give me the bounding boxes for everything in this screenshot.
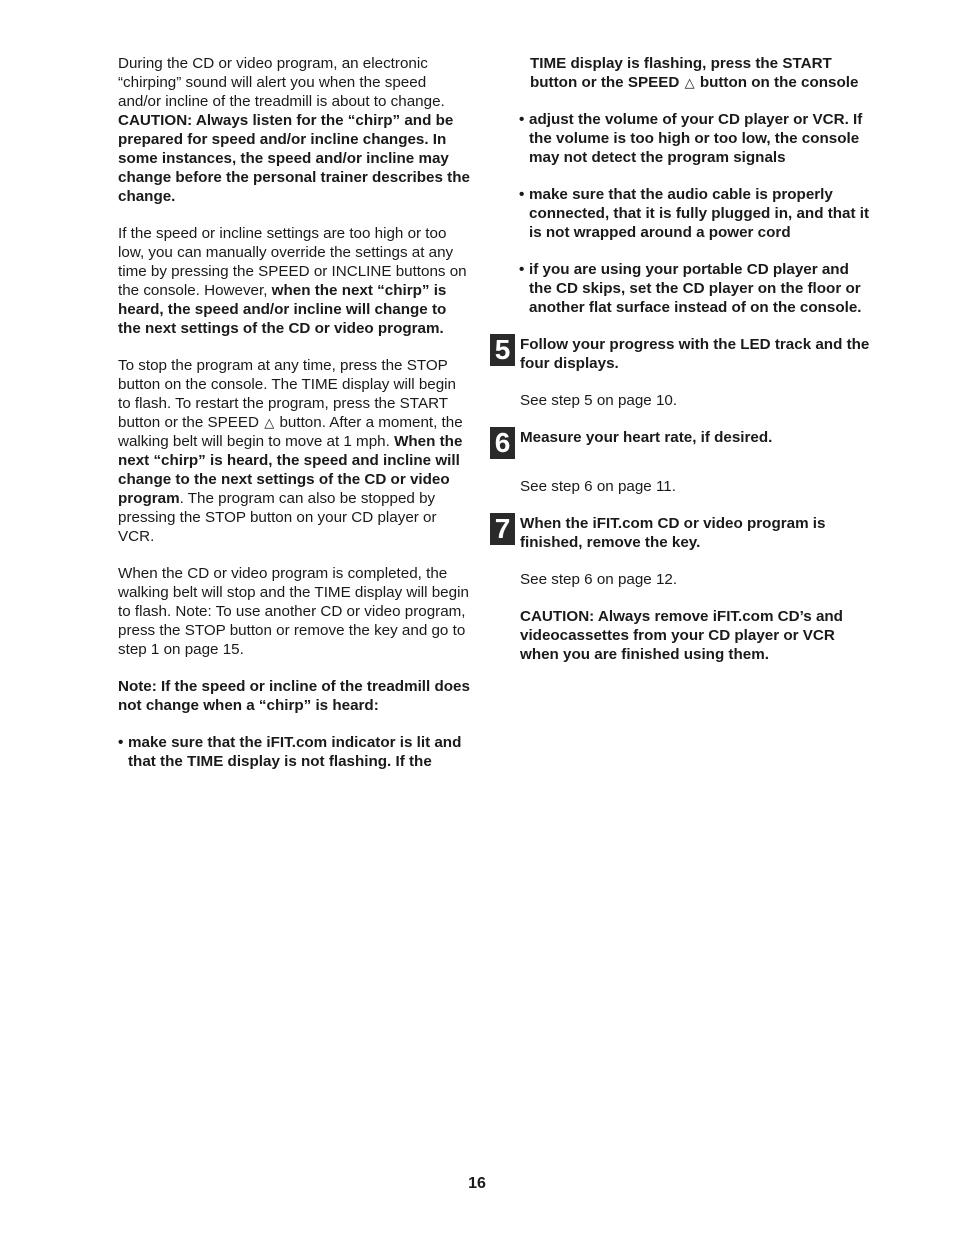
bullet-icon: •	[118, 734, 124, 751]
stop-text-c: . The program can also be stopped by pressing the STOP button on your CD player or VCR.	[118, 490, 437, 545]
bullet-text: adjust the volume of your CD player or VCR. If the volume is too high or too low, the console may not detect the program signals	[529, 111, 863, 166]
step-title: Follow your progress with the LED track and the four displays.	[520, 336, 870, 372]
continuation-text-a: TIME display is flashing, press the START button or the SPEED	[530, 55, 832, 91]
bullet-text: make sure that the audio cable is properly connected, that it is fully plugged in, and that it is not wrapped around a power cord	[529, 186, 870, 241]
step-title: When the iFIT.com CD or video program is finished, remove the key.	[520, 515, 826, 551]
step-reference: See step 6 on page 11.	[520, 478, 676, 495]
speed-up-icon: △	[264, 415, 275, 430]
bullet-icon: •	[519, 111, 525, 128]
final-caution: CAUTION: Always remove iFIT.com CD’s and videocassettes from your CD player or VCR when you are finished using them.	[520, 608, 843, 663]
speed-up-icon: △	[684, 75, 695, 90]
bullet-text: make sure that the iFIT.com indicator is lit and that the TIME display is not flashing. If the	[128, 734, 462, 770]
step-7	[490, 514, 870, 552]
step-title: Measure your heart rate, if desired.	[520, 429, 773, 446]
stop-text-a: To stop the program at any time, press the STOP button on the console. The TIME display will begin to flash. To restart the program, press the START button or the SPEED	[118, 357, 456, 431]
page-number: 16	[468, 1175, 486, 1192]
list-item	[118, 733, 470, 771]
bullet-icon: •	[519, 261, 525, 278]
stop-text-b: button. After a moment, the walking belt will begin to move at 1 mph.	[118, 414, 463, 450]
step-reference: See step 5 on page 10.	[520, 392, 678, 409]
note-paragraph: Note: If the speed or incline of the treadmill does not change when a “chirp” is heard:	[118, 678, 470, 714]
step-number-badge: 6	[490, 427, 515, 459]
step-number-badge: 7	[490, 513, 515, 545]
override-paragraph	[118, 224, 470, 338]
list-item	[519, 185, 870, 242]
left-column	[118, 54, 470, 789]
step-number-badge: 5	[490, 334, 515, 366]
step-reference: See step 6 on page 12.	[520, 571, 678, 588]
chirp-paragraph	[118, 54, 470, 206]
stop-bold: When the next “chirp” is heard, the speed and incline will change to the next settings of the CD or video program	[118, 433, 463, 507]
chirp-text: During the CD or video program, an electronic “chirping” sound will alert you when the speed and/or incline of the treadmill is about to change.	[118, 55, 445, 110]
continuation-text-b: button on the console	[699, 74, 859, 91]
bullet-text: if you are using your portable CD player and the CD skips, set the CD player on the floor or another flat surface instead of on the console.	[529, 261, 862, 316]
chirp-caution: CAUTION: Always listen for the “chirp” and be prepared for speed and/or incline changes. In some instances, the speed and/or incline may change before the personal trainer describes the change.	[118, 112, 470, 205]
list-item	[519, 110, 870, 167]
bullet-icon: •	[519, 186, 525, 203]
bullet-continuation	[530, 54, 870, 92]
list-item	[519, 260, 870, 317]
override-text: If the speed or incline settings are too high or too low, you can manually override the settings at any time by pressing the SPEED or INCLINE buttons on the console. However,	[118, 225, 467, 299]
step-5	[490, 335, 870, 373]
completed-paragraph: When the CD or video program is completed, the walking belt will stop and the TIME display will begin to flash. Note: To use another CD or video program, press the STOP button or remove the key and go to step 1 on page 15.	[118, 565, 469, 658]
step-6	[490, 428, 870, 459]
right-column	[490, 54, 870, 682]
stop-paragraph	[118, 356, 470, 546]
override-bold: when the next “chirp” is heard, the speed and/or incline will change to the next settings of the CD or video program.	[118, 282, 447, 337]
